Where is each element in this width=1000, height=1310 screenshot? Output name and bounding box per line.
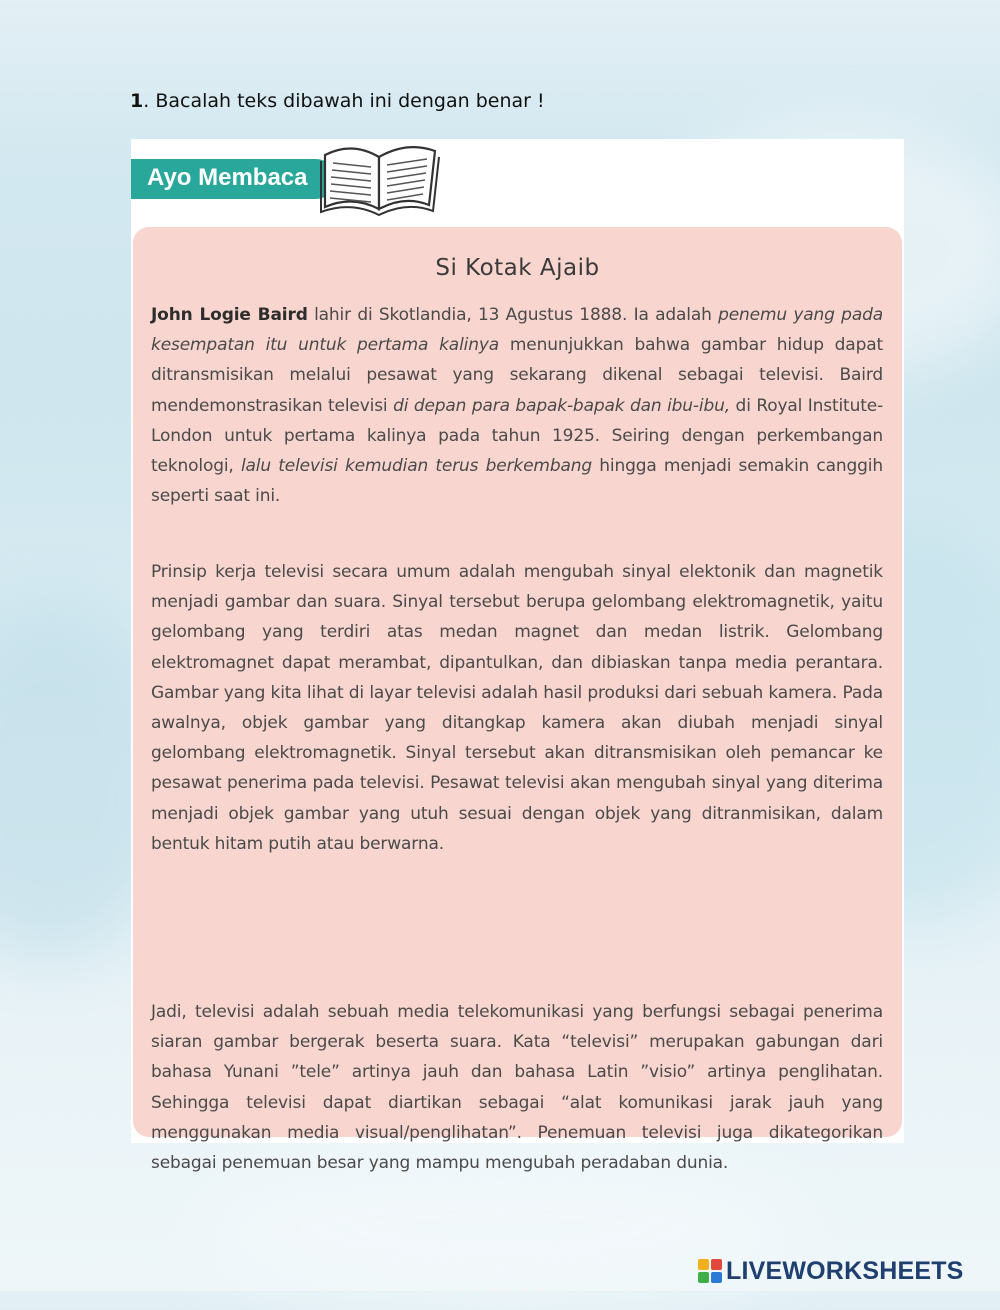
liveworksheets-watermark — [698, 1257, 964, 1285]
question-text: . Bacalah teks dibawah ini dengan benar ! — [143, 90, 545, 112]
story-paragraph-3: Jadi, televisi adalah sebuah media telekomunikasi yang berfungsi sebagai penerima siaran gambar bergerak beserta suara. Kata “televisi” merupakan gabungan dari bahasa Yunani ”tele” artinya jauh dan bahasa Latin ”visio” artinya penglihatan. Sehingga televisi dapat diartikan sebagai “alat komunikasi jarak jauh yang menggunakan media visual/penglihatan”. Penemuan televisi juga dikategorikan sebagai penemuan besar yang mampu mengubah peradaban dunia. — [151, 1002, 883, 1174]
story-paragraph-2: Prinsip kerja televisi secara umum adalah mengubah sinyal elektonik dan magnetik menjadi gambar dan suara. Sinyal tersebut berupa gelombang elektromagnetik, yaitu gelombang yang terdiri atas medan magnet dan medan listrik. Gelombang elektromagnet dapat merambat, dipantulkan, dan dibiaskan tanpa media perantara. Gambar yang kita lihat di layar televisi adalah hasil produksi dari sebuah kamera. Pada awalnya, objek gambar yang ditangkap kamera akan diubah menjadi sinyal gelombang elektromagnetik. Sinyal tersebut akan ditransmisikan oleh pemancar ke pesawat penerima pada televisi. Pesawat televisi akan mengubah sinyal yang diterima menjadi objek gambar yang utuh sesuai dengan objek yang ditranmisikan, dalam bentuk hitam putih atau berwarna. — [151, 562, 883, 854]
paragraph-text: hingga menjadi semakin canggih seperti saat ini. — [151, 456, 883, 507]
question-instruction — [130, 90, 545, 112]
paragraph-italic-text: penemu yang pada kesempatan itu untuk pertama kalinya — [151, 305, 883, 356]
question-number: 1 — [130, 90, 144, 112]
paragraph-text: di Royal Institute-London untuk pertama kalinya pada tahun 1925. Seiring dengan perkembangan teknologi, — [151, 395, 884, 477]
paragraph-italic-text: lalu televisi kemudian terus berkembang — [240, 456, 593, 477]
paragraph-italic-text: di depan para bapak-bapak dan ibu-ibu, — [393, 395, 730, 416]
story-box — [133, 227, 902, 1174]
banner-label: Ayo Membaca — [147, 164, 308, 191]
open-book-icon — [317, 139, 442, 217]
ayo-membaca-banner — [131, 159, 336, 199]
watermark-text: LIVEWORKSHEETS — [726, 1256, 964, 1285]
story-paragraph-1 — [151, 300, 883, 511]
paragraph-text: menunjukkan bahwa gambar hidup dapat ditransmisikan melalui pesawat yang sekarang dikenal sebagai televisi. Baird mendemonstrasikan televisi — [151, 335, 884, 416]
story-title: Si Kotak Ajaib — [435, 255, 600, 281]
inventor-name: John Logie Baird — [151, 305, 308, 325]
reading-worksheet — [131, 139, 904, 1174]
liveworksheets-logo-icon — [698, 1259, 722, 1283]
paragraph-text: lahir di Skotlandia, 13 Agustus 1888. Ia adalah — [307, 305, 719, 325]
